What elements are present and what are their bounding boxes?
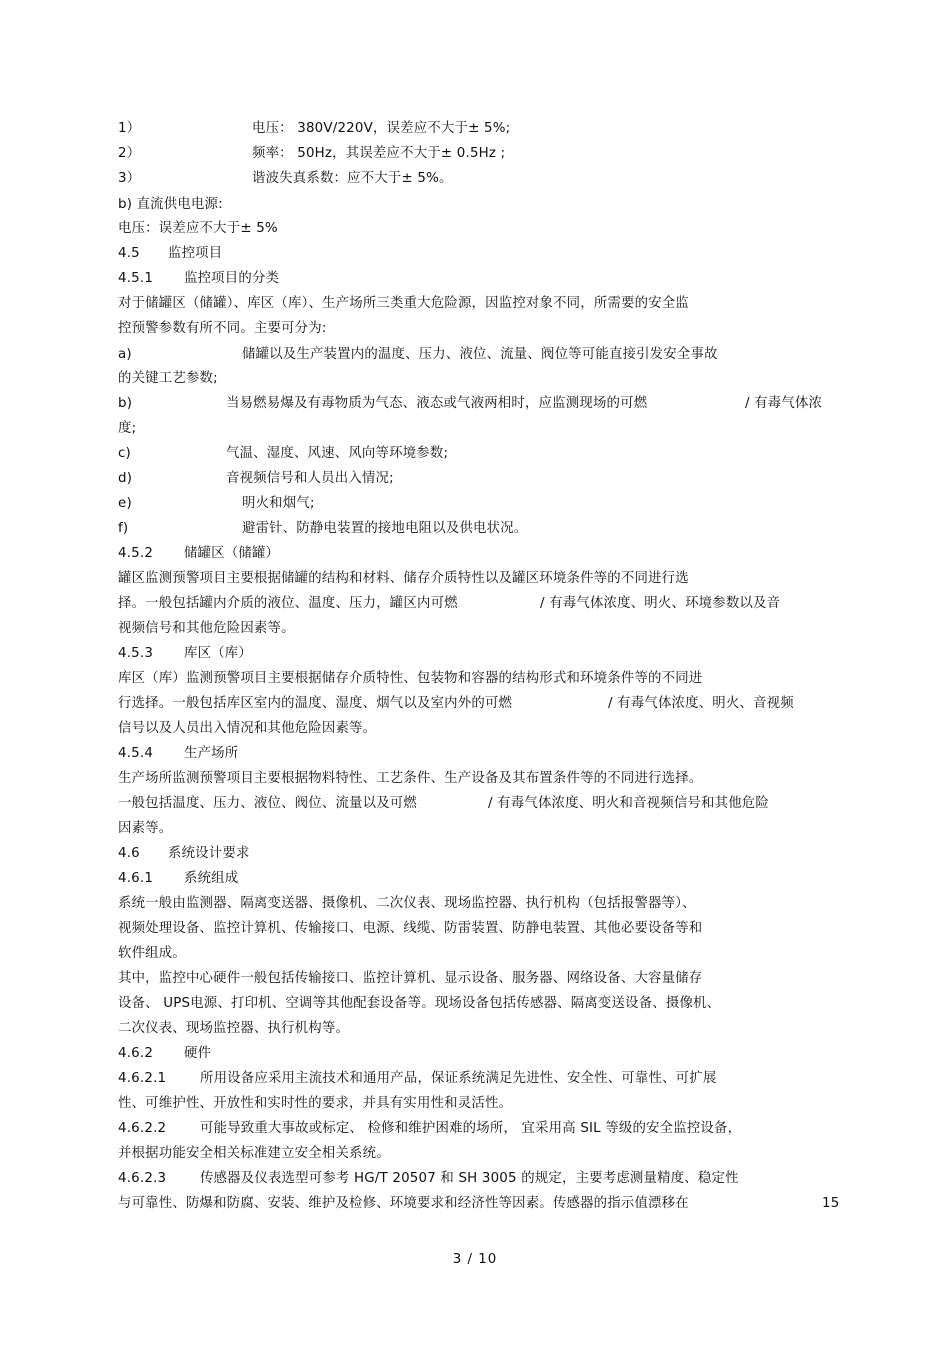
text-segment: 3） bbox=[118, 171, 141, 186]
text-segment: 控预警参数有所不同。主要可分为: bbox=[118, 321, 327, 336]
text-segment: 频率： 50Hz，其误差应不大于± 0.5Hz ; bbox=[252, 146, 506, 161]
text-segment: 监控项目的分类 bbox=[184, 271, 280, 286]
text-segment: 4.6 bbox=[118, 846, 140, 861]
text-segment: 系统设计要求 bbox=[168, 846, 250, 861]
text-segment: 电压：误差应不大于± 5% bbox=[118, 221, 278, 236]
text-segment: 可能导致重大事故或标定、 检修和维护困难的场所， 宜采用高 SIL 等级的安全监控设备， bbox=[200, 1121, 742, 1136]
text-segment: e) bbox=[118, 496, 132, 511]
text-segment: 当易燃易爆及有毒物质为气态、液态或气液两相时，应监测现场的可燃 bbox=[226, 396, 648, 411]
text-segment: 谐波失真系数：应不大于± 5%。 bbox=[252, 171, 453, 186]
text-segment: / 有毒气体浓度、明火、音视频 bbox=[608, 696, 794, 711]
text-segment: 避雷针、防静电装置的接地电阻以及供电状况。 bbox=[242, 521, 528, 536]
text-segment: 设备、 UPS电源、打印机、空调等其他配套设备等。现场设备包括传感器、隔离变送设备、摄像机、 bbox=[118, 996, 721, 1011]
text-segment: 罐区监测预警项目主要根据储罐的结构和材料、储存介质特性以及罐区环境条件等的不同进行选 bbox=[118, 571, 689, 586]
text-segment: 储罐区（储罐） bbox=[184, 546, 280, 561]
text-segment: 15 bbox=[822, 1196, 840, 1211]
text-segment: 一般包括温度、压力、液位、阀位、流量以及可燃 bbox=[118, 796, 417, 811]
text-segment: 其中，监控中心硬件一般包括传输接口、监控计算机、显示设备、服务器、网络设备、大容量储存 bbox=[118, 971, 703, 986]
text-segment: 择。一般包括罐内介质的液位、温度、压力，罐区内可燃 bbox=[118, 596, 458, 611]
text-segment: 行选择。一般包括库区室内的温度、湿度、烟气以及室内外的可燃 bbox=[118, 696, 513, 711]
text-segment: / 有毒气体浓度、明火和音视频信号和其他危险 bbox=[488, 796, 769, 811]
text-segment: 并根据功能安全相关标准建立安全相关系统。 bbox=[118, 1146, 390, 1161]
text-segment: c) bbox=[118, 446, 131, 461]
text-segment: 4.6.1 bbox=[118, 871, 154, 886]
text-segment: 库区（库） bbox=[184, 646, 252, 661]
text-segment: 音视频信号和人员出入情况; bbox=[226, 471, 394, 486]
text-segment: 因素等。 bbox=[118, 821, 173, 836]
text-segment: 系统一般由监测器、隔离变送器、摄像机、二次仪表、现场监控器、执行机构（包括报警器等）、 bbox=[118, 896, 696, 911]
text-segment: 气温、湿度、风速、风向等环境参数; bbox=[226, 446, 449, 461]
text-segment: / 有毒气体浓 bbox=[745, 396, 823, 411]
text-segment: 二次仪表、现场监控器、执行机构等。 bbox=[118, 1021, 350, 1036]
text-segment: 信号以及人员出入情况和其他危险因素等。 bbox=[118, 721, 377, 736]
text-segment: 4.6.2.3 bbox=[118, 1171, 167, 1186]
text-segment: 系统组成 bbox=[184, 871, 239, 886]
text-segment: 与可靠性、防爆和防腐、安装、维护及检修、环境要求和经济性等因素。传感器的指示值漂移在 bbox=[118, 1196, 689, 1211]
text-segment: 4.5.4 bbox=[118, 746, 154, 761]
text-segment: a) bbox=[118, 347, 132, 362]
text-segment: d) bbox=[118, 471, 133, 486]
text-segment: 储罐以及生产装置内的温度、压力、液位、流量、阀位等可能直接引发安全事故 bbox=[242, 347, 718, 362]
text-segment: 明火和烟气; bbox=[242, 496, 315, 511]
text-segment: 4.6.2.2 bbox=[118, 1121, 167, 1136]
text-segment: 软件组成。 bbox=[118, 946, 186, 961]
text-segment: 电压： 380V/220V，误差应不大于± 5%; bbox=[252, 121, 511, 136]
page-number: 3 / 10 bbox=[452, 1252, 498, 1267]
text-segment: b) 直流供电电源: bbox=[118, 197, 223, 212]
text-segment: 4.5.3 bbox=[118, 646, 154, 661]
text-segment: 生产场所监测预警项目主要根据物料特性、工艺条件、生产设备及其布置条件等的不同进行选择。 bbox=[118, 771, 703, 786]
text-segment: 的关键工艺参数; bbox=[118, 371, 218, 386]
text-segment: 4.6.2.1 bbox=[118, 1071, 167, 1086]
text-segment: 1） bbox=[118, 121, 141, 136]
text-segment: 库区（库）监测预警项目主要根据储存介质特性、包装物和容器的结构形式和环境条件等的不同进 bbox=[118, 671, 703, 686]
text-segment: 4.5 bbox=[118, 246, 140, 261]
text-segment: 性、可维护性、开放性和实时性的要求，并具有实用性和灵活性。 bbox=[118, 1096, 513, 1111]
text-segment: 硬件 bbox=[184, 1046, 212, 1061]
text-segment: 所用设备应采用主流技术和通用产品，保证系统满足先进性、安全性、可靠性、可扩展 bbox=[200, 1071, 717, 1086]
text-segment: 2） bbox=[118, 146, 141, 161]
text-segment: 视频处理设备、监控计算机、传输接口、电源、线缆、防雷装置、防静电装置、其他必要设备等和 bbox=[118, 921, 703, 936]
text-segment: 度; bbox=[118, 421, 137, 436]
text-segment: 4.5.2 bbox=[118, 546, 154, 561]
text-segment: 4.5.1 bbox=[118, 271, 154, 286]
text-segment: 生产场所 bbox=[184, 746, 239, 761]
text-segment: 4.6.2 bbox=[118, 1046, 154, 1061]
text-segment: 视频信号和其他危险因素等。 bbox=[118, 621, 295, 636]
text-segment: / 有毒气体浓度、明火、环境参数以及音 bbox=[540, 596, 781, 611]
text-segment: b) bbox=[118, 396, 133, 411]
text-segment: f) bbox=[118, 521, 129, 536]
text-segment: 监控项目 bbox=[168, 246, 223, 261]
text-segment: 对于储罐区（储罐）、库区（库）、生产场所三类重大危险源，因监控对象不同，所需要的安全监 bbox=[118, 296, 689, 311]
text-segment: 传感器及仪表选型可参考 HG/T 20507 和 SH 3005 的规定，主要考虑测量精度、稳定性 bbox=[200, 1171, 739, 1186]
